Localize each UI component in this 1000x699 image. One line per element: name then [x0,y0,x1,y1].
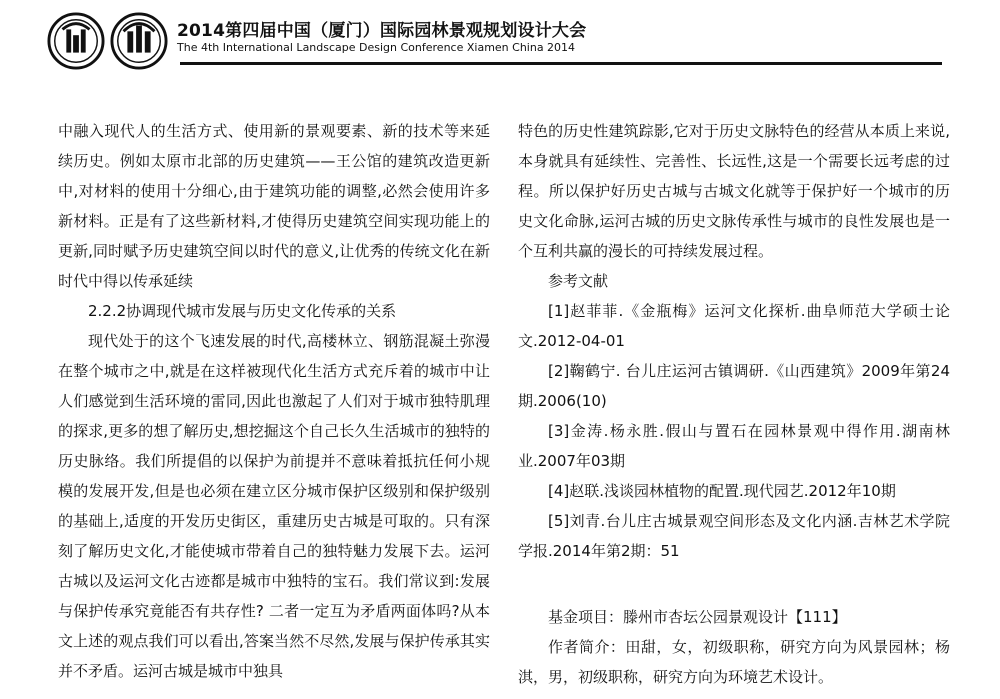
section-heading: 2.2.2协调现代城市发展与历史文化传承的关系 [88,302,397,320]
reference-item: [3]金涛.杨永胜.假山与置石在园林景观中得作用.湖南林业.2007年03期 [518,422,950,470]
fund-note: 基金项目：滕州市杏坛公园景观设计【111】 [548,608,847,626]
conference-title: 2014第四届中国（厦门）国际园林景观规划设计大会 [177,21,587,41]
conference-emblem-icon [47,12,105,70]
header-rule [180,62,942,65]
reference-item: [4]赵联.浅谈园林植物的配置.现代园艺.2012年10期 [548,482,896,500]
reference-item: [1]赵菲菲.《金瓶梅》运河文化探析.曲阜师范大学硕士论文.2012-04-01 [518,302,950,350]
spacer [518,566,950,602]
author-note: 作者简介：田甜，女，初级职称，研究方向为风景园林；杨淇，男，初级职称，研究方向为环境艺术设计。 [518,638,950,686]
left-column [58,116,490,686]
conference-subtitle: The 4th International Landscape Design Conference Xiamen China 2014 [177,41,576,54]
page-header [0,0,1000,80]
reference-item: [2]鞠鹤宁. 台儿庄运河古镇调研.《山西建筑》2009年第24期.2006(10) [518,362,950,410]
right-column [518,116,950,692]
references-title: 参考文献 [548,272,609,290]
conference-emblem-icon [110,12,168,70]
paragraph: 现代处于的这个飞速发展的时代,高楼林立、钢筋混凝土弥漫在整个城市之中,就是在这样被现代化生活方式充斥着的城市中让人们感觉到生活环境的雷同,因此也激起了人们对于城市独特肌理的探求,更多的想了解历史,想挖掘这个自己长久生活城市的独特的历史脉络。我们所提倡的以保护为前提并不意味着抵抗任何小规模的发展开发,但是也必须在建立区分城市保护区级别和保护级别的基础上,适度的开发历史街区，重建历史古城是可取的。只有深刻了解历史文化,才能使城市带着自己的独特魅力发展下去。运河古城以及运河文化古迹都是城市中独特的宝石。我们常议到:发展与保护传承究竟能否有共存性? 二者一定互为矛盾两面体吗?从本文上述的观点我们可以看出,答案当然不尽然,发展与保护传承其实并不矛盾。运河古城是城市中独具 [58,332,490,680]
paragraph: 中融入现代人的生活方式、使用新的景观要素、新的技术等来延续历史。例如太原市北部的历史建筑——王公馆的建筑改造更新中,对材料的使用十分细心,由于建筑功能的调整,必然会使用许多新材料。正是有了这些新材料,才使得历史建筑空间实现功能上的更新,同时赋予历史建筑空间以时代的意义,让优秀的传统文化在新时代中得以传承延续 [58,122,490,290]
paragraph: 特色的历史性建筑踪影,它对于历史文脉特色的经营从本质上来说,本身就具有延续性、完善性、长远性,这是一个需要长远考虑的过程。所以保护好历史古城与古城文化就等于保护好一个城市的历史文化命脉,运河古城的历史文脉传承性与城市的良性发展也是一个互利共赢的漫长的可持续发展过程。 [518,122,950,260]
reference-item: [5]刘青.台儿庄古城景观空间形态及文化内涵.吉林艺术学院学报.2014年第2期：51 [518,512,950,560]
